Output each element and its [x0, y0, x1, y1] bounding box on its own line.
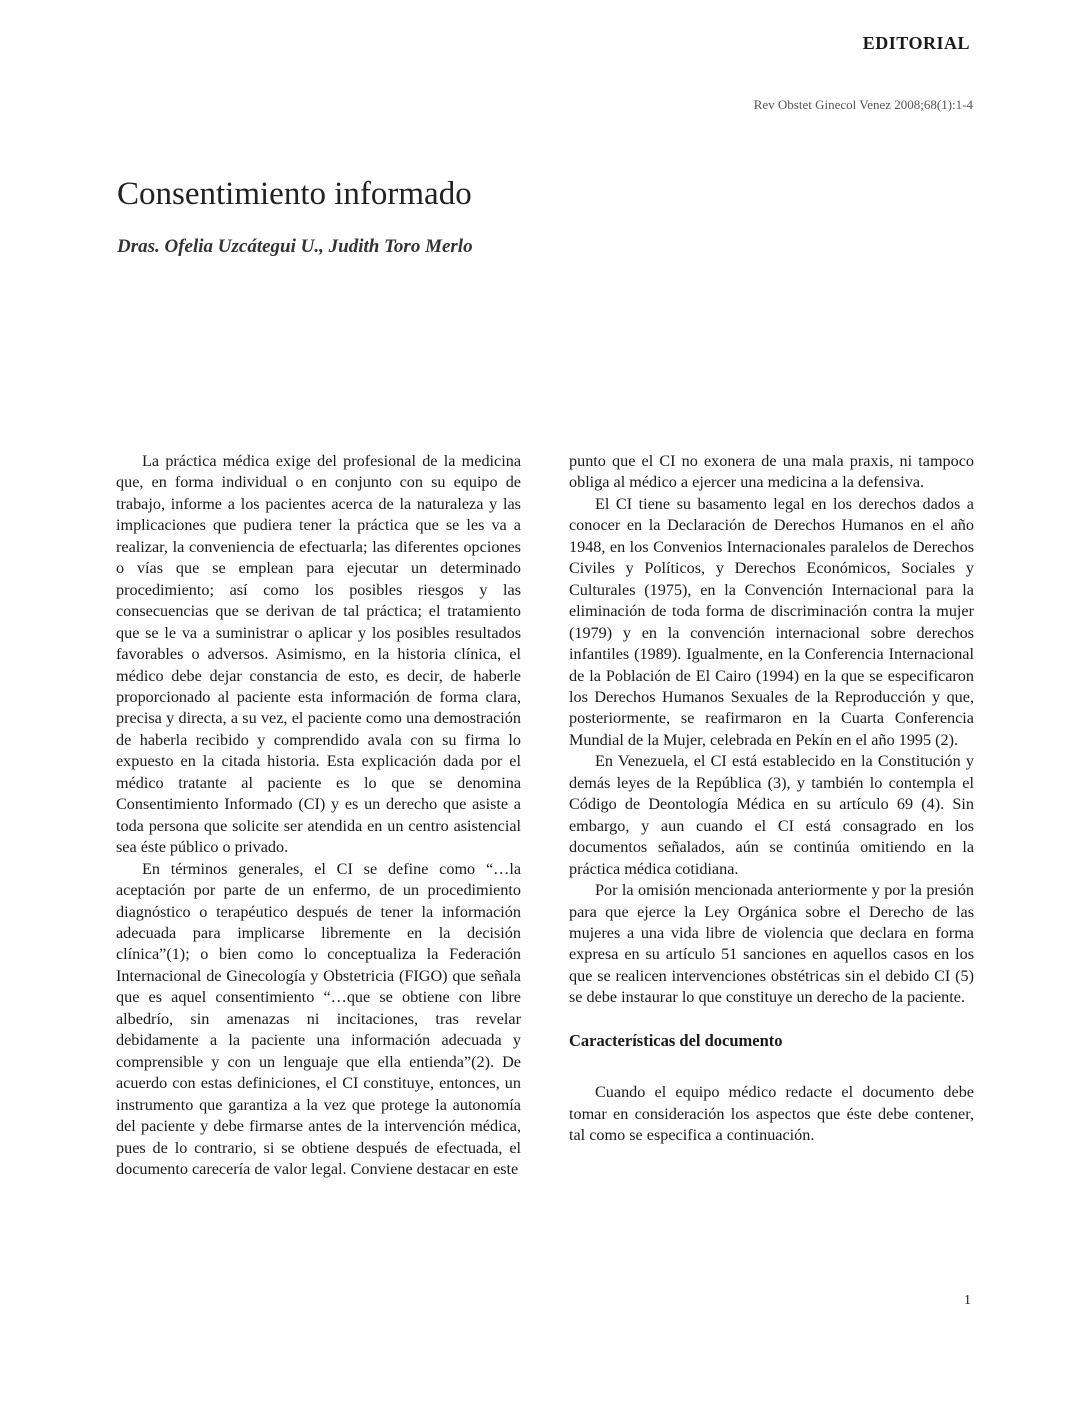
journal-citation: Rev Obstet Ginecol Venez 2008;68(1):1-4 — [753, 97, 973, 112]
paragraph: punto que el CI no exonera de una mala praxis, ni tampoco obliga al médico a ejercer una medicina a la defensiva. — [569, 452, 974, 492]
paragraph: En Venezuela, el CI está establecido en la Constitución y demás leyes de la República (3), y también lo contempla el Código de Deontología Médica en su artículo 69 (4). Sin embargo, y aun cuando el CI está consagrado en los documentos señalados, aún se continúa omitiendo en la práctica médica cotidiana. — [569, 752, 974, 878]
paragraph: La práctica médica exige del profesional de la medicina que, en forma individual o en conjunto con su equipo de trabajo, informe a los pacientes acerca de la naturaleza y las implicaciones que pudiera tener la práctica que se les va a realizar, la conveniencia de efectuarla; las diferentes opciones o vías que se emplean para ejecutar un determinado procedimiento; así como los posibles riesgos y las consecuencias que se derivan de tal práctica; el tratamiento que se le va a suministrar o aplicar y los posibles resultados favorables o adversos. Asimismo, en la historia clínica, el médico debe dejar constancia de esto, es decir, de haberle proporcionado al paciente esta información de forma clara, precisa y directa, a su vez, el paciente como una demostración de haberla recibido y comprendido avala con su firma lo expuesto en la citada historia. Esta explicación dada por el médico tratante al paciente es lo que se denomina Consentimiento Informado (CI) y es un derecho que asiste a toda persona que solicite ser atendida en un centro asistencial sea éste público o privado. — [116, 452, 521, 857]
section-heading: Características del documento — [569, 1030, 783, 1050]
left-column — [116, 451, 521, 1180]
paragraph: Por la omisión mencionada anteriormente y por la presión para que ejerce la Ley Orgánica sobre el Derecho de las mujeres a una vida libre de violencia que declara en forma expresa en su artículo 51 sanciones en aquellos casos en los que se realicen intervenciones obstétricas sin el debido CI (5) se debe instaurar lo que constituye un derecho de la paciente. — [569, 881, 974, 1007]
paragraph: En términos generales, el CI se define como “…la aceptación por parte de un enfermo, de un procedimiento diagnóstico o terapéutico después de tener la información adecuada para implicarse libremente en la decisión clínica”(1); o bien como lo conceptualiza la Federación Internacional de Ginecología y Obstetricia (FIGO) que señala que es aquel consentimiento “…que se obtiene con libre albedrío, sin amenazas ni incitaciones, tras revelar debidamente a la paciente una información adecuada y comprensible y con un lenguaje que ella entienda”(2). De acuerdo con estas definiciones, el CI constituye, entonces, un instrumento que garantiza a la vez que protege la autonomía del paciente y debe firmarse antes de la intervención médica, pues de lo contrario, si se obtiene después de efectuada, el documento carecería de valor legal. Conviene destacar en este — [116, 859, 521, 1178]
article-title: Consentimiento informado — [117, 176, 472, 212]
paragraph: El CI tiene su basamento legal en los derechos dados a conocer en la Declaración de Derechos Humanos en el año 1948, en los Convenios Internacionales paralelos de Derechos Civiles y Políticos, y Derechos Económicos, Sociales y Culturales (1975), en la Convención Internacional para la eliminación de toda forma de discriminación contra la mujer (1979) y en la convención internacional sobre derechos infantiles (1989). Igualmente, en la Conferencia Internacional de la Población de El Cairo (1994) en la que se especificaron los Derechos Humanos Sexuales de la Reproducción y que, posteriormente, se reafirmaron en la Cuarta Conferencia Mundial de la Mujer, celebrada en Pekín en el año 1995 (2). — [569, 494, 974, 749]
article-authors: Dras. Ofelia Uzcátegui U., Judith Toro Merlo — [117, 236, 473, 257]
page-number: 1 — [964, 1293, 971, 1308]
paragraph: Cuando el equipo médico redacte el documento debe tomar en consideración los aspectos que éste debe contener, tal como se especifica a continuación. — [569, 1083, 974, 1145]
right-column — [569, 451, 974, 1147]
section-label: EDITORIAL — [862, 33, 970, 53]
